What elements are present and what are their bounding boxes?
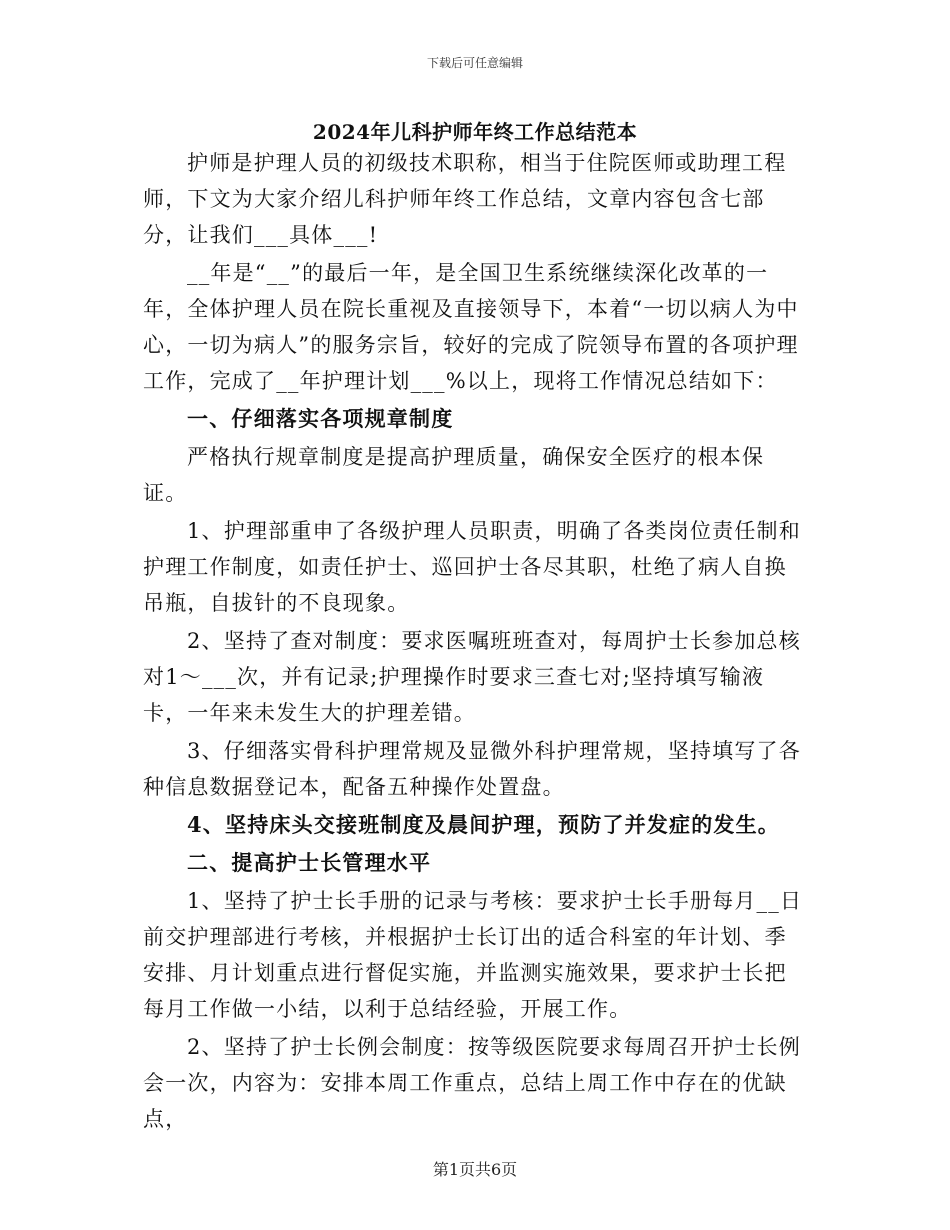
section-1-intro: 严格执行规章制度是提高护理质量，确保安全医疗的根本保证。 [143, 445, 765, 505]
document-body [143, 145, 807, 1139]
section-1-item-3: 3、仔细落实骨科护理常规及显微外科护理常规，坚持填写了各种信息数据登记本，配备五种操作处置盘。 [143, 739, 801, 799]
section-1-item-2: 2、坚持了查对制度：要求医嘱班班查对，每周护士长参加总核对1～___次，并有记录;护理操作时要求三查七对;坚持填写输液卡，一年来未发生大的护理差错。 [143, 629, 801, 725]
section-heading-1: 一、仔细落实各项规章制度 [187, 406, 454, 431]
section-1-item-4: 4、坚持床头交接班制度及晨间护理，预防了并发症的发生。 [187, 812, 781, 837]
section-1-item-1: 1、护理部重申了各级护理人员职责，明确了各类岗位责任制和护理工作制度，如责任护士、巡回护士各尽其职，杜绝了病人自换吊瓶，自拔针的不良现象。 [143, 519, 801, 615]
section-2-item-2: 2、坚持了护士长例会制度：按等级医院要求每周召开护士长例会一次，内容为：安排本周工作重点，总结上周工作中存在的优缺点， [143, 1035, 801, 1131]
section-2-item-1: 1、坚持了护士长手册的记录与考核：要求护士长手册每月__日前交护理部进行考核，并根据护士长订出的适合科室的年计划、季安排、月计划重点进行督促实施，并监测实施效果，要求护士长把每月工作做一小结，以利于总结经验，开展工作。 [143, 889, 803, 1021]
section-heading-2: 二、提高护士长管理水平 [187, 850, 432, 875]
document-title: 2024年儿科护师年终工作总结范本 [312, 120, 638, 144]
page-footer: 第1页共6页 [432, 1160, 518, 1179]
intro-paragraph: 护师是护理人员的初级技术职称，相当于住院医师或助理工程师，下文为大家介绍儿科护师年终工作总结，文章内容包含七部分，让我们___具体___! [143, 151, 787, 247]
overview-paragraph: __年是“__”的最后一年，是全国卫生系统继续深化改革的一年，全体护理人员在院长重视及直接领导下，本着“一切以病人为中心，一切为病人”的服务宗旨，较好的完成了院领导布置的各项护理工作，完成了__年护理计划___%以上，现将工作情况总结如下： [143, 261, 799, 393]
header-note: 下载后可任意编辑 [426, 56, 523, 70]
